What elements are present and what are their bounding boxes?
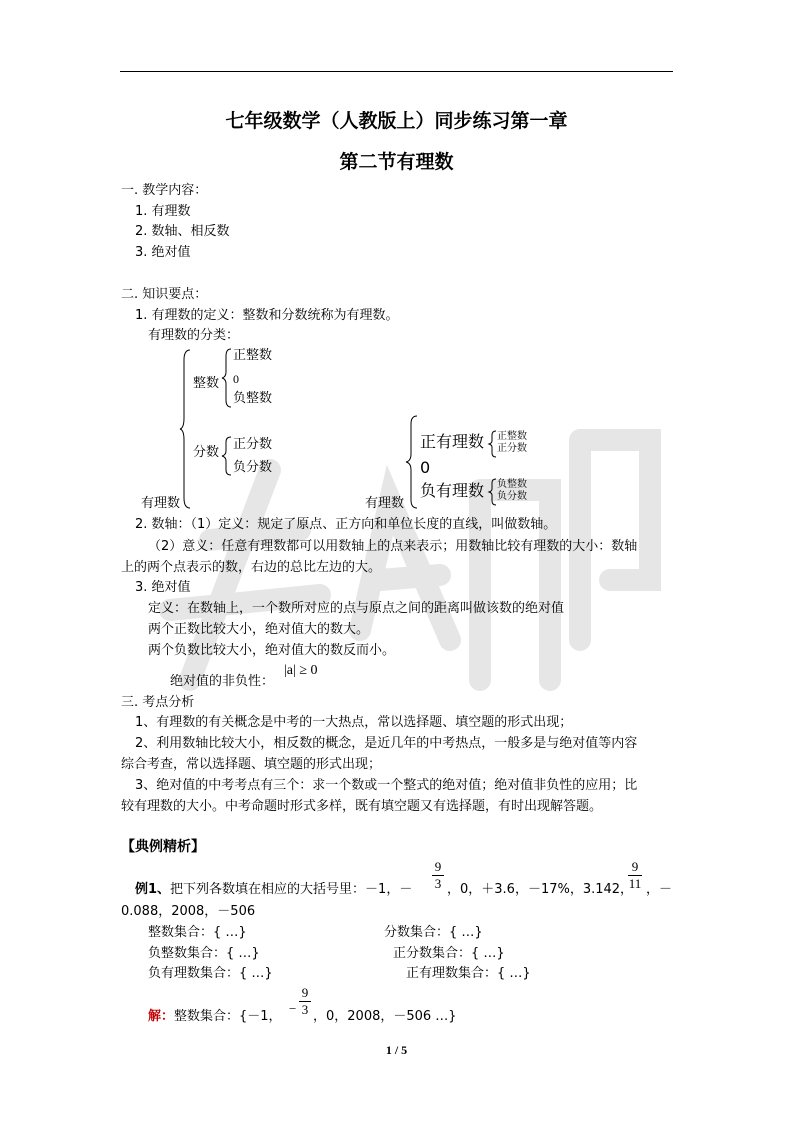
tree2-neg-int: 负整数 <box>497 479 527 490</box>
exam-point-3-cont: 较有理数的大小。中考命题时形式多样，既有填空题又有选择题，有时出现解答题。 <box>121 799 603 814</box>
solution-label: 解： <box>148 1009 175 1024</box>
example-1-question <box>135 882 412 898</box>
tree1-root: 有理数 <box>141 496 181 511</box>
fraction-nine-elevenths: 9 11 <box>628 859 642 891</box>
page-title: 七年级数学（人教版上）同步练习第一章 <box>225 110 568 132</box>
example-1-end: ，－ <box>646 882 673 897</box>
section-2-heading: 二. 知识要点： <box>121 287 208 302</box>
exam-point-3: 3、绝对值的中考考点有三个：求一个数或一个整式的绝对值；绝对值非负性的应用；比 <box>135 778 638 793</box>
absolute-value-rule-positive: 两个正数比较大小，绝对值大的数大。 <box>148 622 370 637</box>
tree2-pos-int: 正整数 <box>497 431 527 442</box>
tree2-pos-frac: 正分数 <box>497 443 527 454</box>
tree1-zero: 0 <box>233 372 239 386</box>
example-1-line2: 0.088，2008，－506 <box>121 904 256 919</box>
section-1-item: 3. 绝对值 <box>135 245 191 260</box>
tree2-pos-rational: 正有理数 <box>420 432 485 451</box>
non-negativity-formula: |a| ≥ 0 <box>284 663 318 678</box>
number-line-meaning: （2）意义：任意有理数都可以用数轴上的点来表示；用数轴比较有理数的大小：数轴 <box>148 539 638 554</box>
tree1-integer: 整数 <box>193 376 220 391</box>
absolute-value-definition: 定义：在数轴上，一个数所对应的点与原点之间的距离叫做该数的绝对值 <box>148 601 565 616</box>
negative-rational-set-blank: 负有理数集合：{ …} <box>148 966 273 981</box>
classification-label: 有理数的分类： <box>148 328 240 343</box>
positive-rational-set-blank: 正有理数集合：{ …} <box>406 966 531 981</box>
exam-point-2-cont: 综合考查，常以选择题、填空题的形式出现； <box>121 757 382 772</box>
example-1-label: 例1、 <box>135 882 171 897</box>
absolute-value-rule-negative: 两个负数比较大小，绝对值大的数反而小。 <box>148 643 396 658</box>
tree2-neg-brace <box>489 478 497 506</box>
fraction-nine-thirds: 9 3 <box>432 860 444 891</box>
rational-definition: 1. 有理数的定义：整数和分数统称为有理数。 <box>135 308 399 323</box>
tree1-fraction: 分数 <box>193 445 220 460</box>
tree1-neg-frac: 负分数 <box>233 460 273 475</box>
integer-set-blank: 整数集合：{ …} <box>148 925 247 940</box>
tree1-integer-brace <box>222 348 232 408</box>
tree2-neg-frac: 负分数 <box>497 491 527 502</box>
tree2-root: 有理数 <box>365 496 405 511</box>
tree2-neg-rational: 负有理数 <box>420 481 485 500</box>
negative-integer-set-blank: 负整数集合：{ …} <box>148 946 260 961</box>
solution-text: 整数集合：{－1， <box>174 1009 282 1024</box>
absolute-value-heading: 3. 绝对值 <box>135 580 191 595</box>
non-negativity-label: 绝对值的非负性： <box>170 674 275 689</box>
tree1-outer-brace <box>180 348 192 510</box>
examples-heading: 【典例精析】 <box>121 839 205 855</box>
tree2-pos-brace <box>489 430 497 458</box>
tree1-neg-int: 负整数 <box>233 391 273 406</box>
solution-line <box>148 1009 282 1025</box>
example-1-text: 把下列各数填在相应的大括号里：－1，－ <box>170 882 413 897</box>
solution-end: ，0，2008，－506 …} <box>313 1009 457 1024</box>
section-3-heading: 三. 考点分析 <box>121 695 195 710</box>
tree2-zero: 0 <box>420 458 431 477</box>
exam-point-1: 1、有理数的有关概念是中考的一大热点，常以选择题、填空题的形式出现； <box>135 715 573 730</box>
tree1-pos-int: 正整数 <box>233 348 273 363</box>
fraction-set-blank: 分数集合：{ …} <box>384 925 483 940</box>
example-1-middle: ，0，＋3.6，－17%，3.142， <box>447 882 634 897</box>
section-1-item: 2. 数轴、相反数 <box>135 224 230 239</box>
section-1-item: 1. 有理数 <box>135 204 191 219</box>
tree1-pos-frac: 正分数 <box>233 437 273 452</box>
exam-point-2: 2、利用数轴比较大小，相反数的概念，是近几年的中考热点，一般多是与绝对值等内容 <box>135 736 638 751</box>
tree1-fraction-brace <box>222 436 232 476</box>
positive-fraction-set-blank: 正分数集合：{ …} <box>393 946 505 961</box>
page-number: 1 / 5 <box>385 1043 408 1057</box>
tree2-outer-brace <box>406 414 418 510</box>
number-line-definition: 2. 数轴：（1）定义：规定了原点、正方向和单位长度的直线，叫做数轴。 <box>135 517 557 532</box>
section-1-heading: 一. 教学内容： <box>121 183 208 198</box>
number-line-meaning-cont: 上的两个点表示的数，右边的总比左边的大。 <box>121 560 382 575</box>
solution-fraction-sign: − <box>289 1001 297 1016</box>
header-rule <box>120 71 673 72</box>
page-subtitle: 第二节有理数 <box>339 151 454 173</box>
solution-fraction: 9 3 <box>299 986 311 1017</box>
